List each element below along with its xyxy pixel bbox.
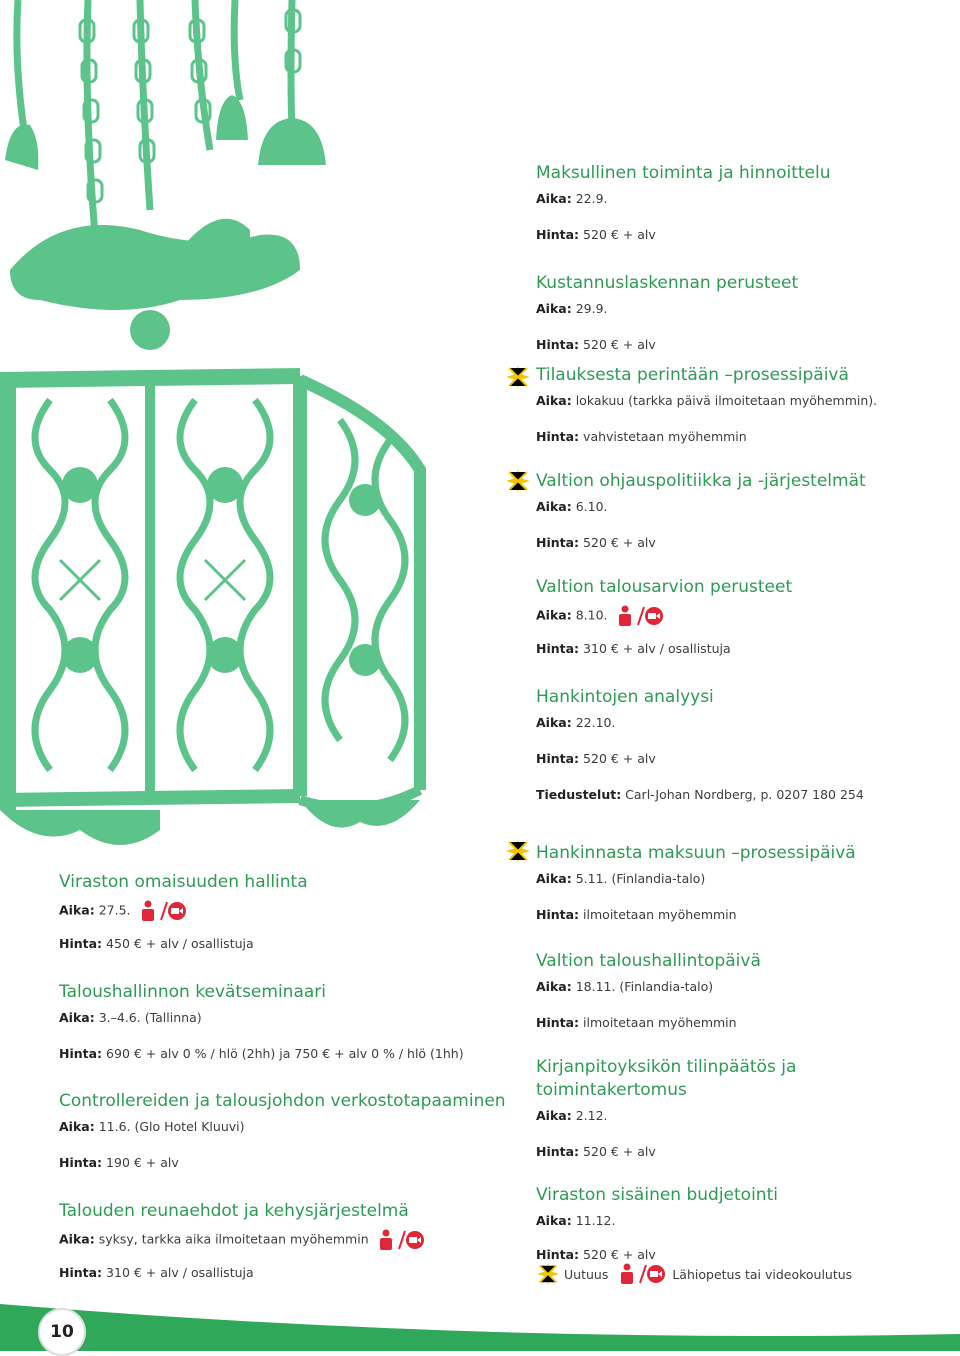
course-price: 520 € + alv [583,535,656,550]
course-entry: Hankintojen analyysi Aika: 22.10. Hinta: 520 € + alv Tiedustelut: Carl-Johan Nordberg, p. 0207 180 254 [536,687,864,802]
course-price: 520 € + alv [583,751,656,766]
course-date: 11.12. [575,1213,616,1228]
footer-band [0,1304,960,1351]
course-date: 2.12. [575,1108,608,1123]
new-star-icon [505,838,531,864]
legend-new-label: Uutuus [564,1266,609,1282]
course-price: 310 € + alv / osallistuja [583,641,731,656]
course-price: 450 € + alv / osallistuja [106,936,254,951]
course-title: Tilauksesta perintään –prosessipäivä [536,365,849,385]
hybrid-training-icon [141,900,187,922]
course-date: 11.6. (Glo Hotel Kluuvi) [98,1119,245,1134]
course-entry: Viraston sisäinen budjetointi Aika: 11.12. Hinta: 520 € + alv [536,1185,778,1262]
course-entry: Valtion ohjauspolitiikka ja -järjestelmät Aika: 6.10. Hinta: 520 € + alv [536,471,866,550]
contact-info: Tiedustelut: Carl-Johan Nordberg, p. 0207 180 254 [536,787,864,802]
course-date: 22.9. [575,191,608,206]
course-entry: Controllereiden ja talousjohdon verkostotapaaminen Aika: 11.6. (Glo Hotel Kluuvi) Hinta: 190 € + alv [59,1091,506,1170]
course-price: 690 € + alv 0 % / hlö (2hh) ja 750 € + alv 0 % / hlö (1hh) [106,1046,464,1061]
course-title: Maksullinen toiminta ja hinnoittelu [536,163,831,183]
course-title: Valtion talousarvion perusteet [536,577,793,597]
course-price: vahvistetaan myöhemmin [583,429,747,444]
course-title: Viraston omaisuuden hallinta [59,872,308,892]
course-date: 27.5. [98,902,131,918]
course-title: Talouden reunaehdot ja kehysjärjestelmä [59,1201,409,1221]
course-entry: Hankinnasta maksuun –prosessipäivä Aika: 5.11. (Finlandia-talo) Hinta: ilmoitetaan myöhemmin [536,843,856,922]
course-title: Hankinnasta maksuun –prosessipäivä [536,843,856,863]
course-title: Valtion ohjauspolitiikka ja -järjestelmät [536,471,866,491]
legend [536,1262,852,1286]
hybrid-training-icon [379,1229,425,1251]
lantern-illustration [0,0,520,860]
new-star-icon [505,364,531,390]
legend-hybrid-label: Lähiopetus tai videokoulutus [672,1266,853,1282]
course-entry: Maksullinen toiminta ja hinnoittelu Aika: 22.9. Hinta: 520 € + alv [536,163,831,242]
course-date: 29.9. [575,301,608,316]
course-entry: Valtion talousarvion perusteet Aika: 8.10. Hinta: 310 € + alv / osallistuja [536,577,793,656]
course-price: 520 € + alv [583,337,656,352]
course-entry: Kustannuslaskennan perusteet Aika: 29.9. Hinta: 520 € + alv [536,273,799,352]
course-title: Valtion taloushallintopäivä [536,951,761,971]
course-title: Viraston sisäinen budjetointi [536,1185,778,1205]
course-price: 520 € + alv [583,1144,656,1159]
course-date: 6.10. [575,499,608,514]
course-date: lokakuu (tarkka päivä ilmoitetaan myöhemmin). [575,393,878,408]
course-date: 3.–4.6. (Tallinna) [98,1010,202,1025]
course-price: 520 € + alv [583,227,656,242]
course-title: Taloushallinnon kevätseminaari [59,982,326,1002]
course-price: ilmoitetaan myöhemmin [583,907,737,922]
course-entry: Kirjanpitoyksikön tilinpäätös ja toimintakertomus Aika: 2.12. Hinta: 520 € + alv [536,1056,836,1160]
course-entry: Viraston omaisuuden hallinta Aika: 27.5. Hinta: 450 € + alv / osallistuja [59,872,308,951]
course-title: Hankintojen analyysi [536,687,714,707]
course-entry: Valtion taloushallintopäivä Aika: 18.11. (Finlandia-talo) Hinta: ilmoitetaan myöhemmin [536,951,761,1030]
course-price: 190 € + alv [106,1155,179,1170]
course-date: syksy, tarkka aika ilmoitetaan myöhemmin [98,1231,369,1247]
hybrid-training-icon [618,605,664,627]
new-star-icon [536,1262,560,1286]
new-star-icon [505,468,531,494]
course-price: 310 € + alv / osallistuja [106,1265,254,1280]
page-number: 10 [38,1308,86,1356]
course-price: ilmoitetaan myöhemmin [583,1015,737,1030]
course-date: 18.11. (Finlandia-talo) [575,979,714,994]
course-entry: Taloushallinnon kevätseminaari Aika: 3.–4.6. (Tallinna) Hinta: 690 € + alv 0 % / hlö (2hh) ja 750 € + alv 0 % / hlö (1hh) [59,982,464,1061]
course-entry: Tilauksesta perintään –prosessipäivä Aika: lokakuu (tarkka päivä ilmoitetaan myöhemmin). Hinta: vahvistetaan myöhemmin [536,365,878,444]
course-title: Kirjanpitoyksikön tilinpäätös ja toimintakertomus [536,1057,797,1100]
course-entry: Talouden reunaehdot ja kehysjärjestelmä Aika: syksy, tarkka aika ilmoitetaan myöhemmin Hinta: 310 € + alv / osallistuja [59,1200,425,1281]
course-price: 520 € + alv [583,1247,656,1262]
course-date: 8.10. [575,607,608,623]
course-date: 22.10. [575,715,616,730]
course-title: Kustannuslaskennan perusteet [536,273,799,293]
hybrid-training-icon [620,1263,666,1285]
course-title: Controllereiden ja talousjohdon verkostotapaaminen [59,1091,506,1111]
course-date: 5.11. (Finlandia-talo) [575,871,706,886]
